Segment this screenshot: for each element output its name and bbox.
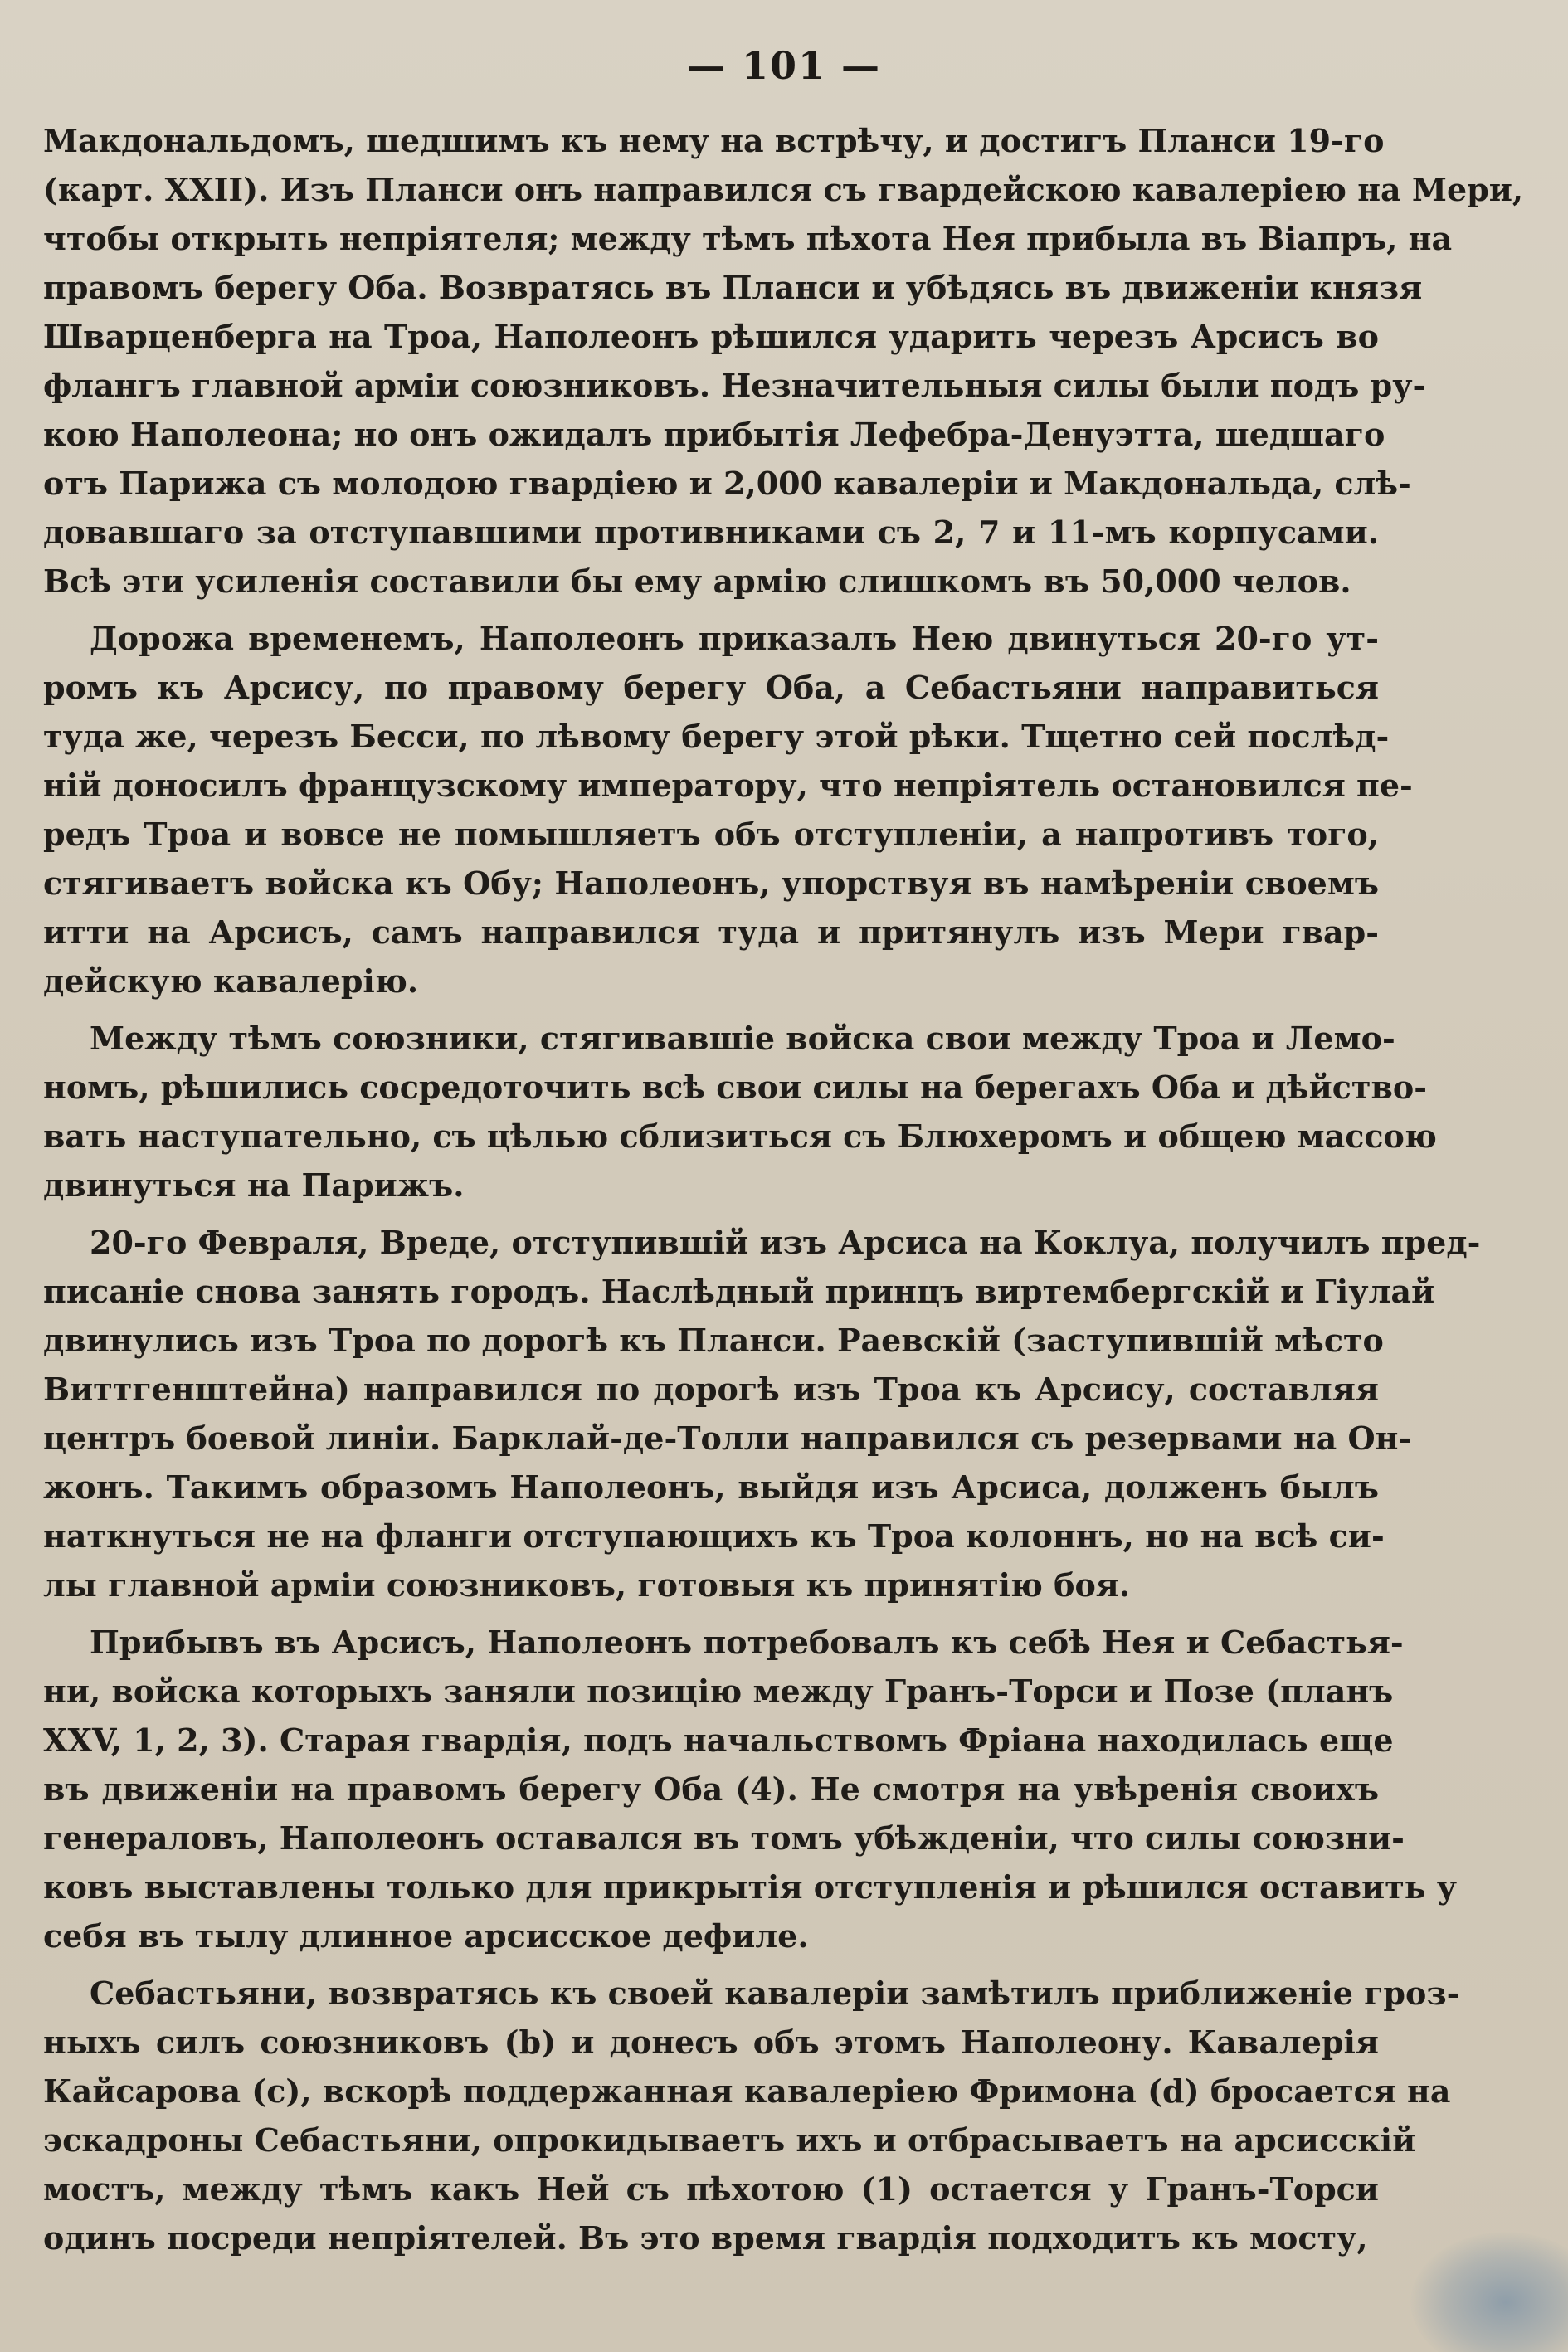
text-line: дейскую кавалерію. bbox=[43, 962, 419, 1000]
text-line: Прибывъ въ Арсисъ, Наполеонъ потребовалъ къ себѣ Нея и Себастья- bbox=[90, 1624, 1404, 1661]
text-line: двинуться на Парижъ. bbox=[43, 1166, 465, 1204]
text-line: себя въ тылу длинное арсисское дефиле. bbox=[43, 1917, 809, 1955]
text-line: 20-го Февраля, Вреде, отступившій изъ Арсиса на Коклуа, получилъ пред- bbox=[90, 1224, 1481, 1261]
text-line: одинъ посреди непріятелей. Въ это время гвардія подходитъ къ мосту, bbox=[43, 2219, 1368, 2257]
text-line: Виттгенштейна) направился по дорогѣ изъ Троа къ Арсису, составляя bbox=[43, 1371, 1379, 1408]
text-line: Между тѣмъ союзники, стягивавшіе войска свои между Троа и Лемо- bbox=[90, 1020, 1395, 1057]
text-line: ній доносилъ французскому императору, что непріятель остановился пе- bbox=[43, 767, 1413, 804]
text-line: вать наступательно, съ цѣлью сблизиться съ Блюхеромъ и общею массою bbox=[43, 1118, 1437, 1155]
text-line: номъ, рѣшились сосредоточить всѣ свои силы на берегахъ Оба и дѣйство- bbox=[43, 1069, 1427, 1106]
text-line: флангъ главной арміи союзниковъ. Незначительныя силы были подъ ру- bbox=[43, 367, 1426, 404]
text-line: Кайсарова (с), вскорѣ поддержанная кавалеріею Фримона (d) бросается на bbox=[43, 2072, 1451, 2110]
text-line: туда же, черезъ Бесси, по лѣвому берегу этой рѣки. Тщетно сей послѣд- bbox=[43, 718, 1390, 755]
text-line: въ движеніи на правомъ берегу Оба (4). Не смотря на увѣренія своихъ bbox=[43, 1770, 1379, 1808]
text-line: ныхъ силъ союзниковъ (b) и донесъ объ этомъ Наполеону. Кавалерія bbox=[43, 2023, 1379, 2061]
text-line: Всѣ эти усиленія составили бы ему армію слишкомъ въ 50,000 челов. bbox=[43, 562, 1351, 600]
text-line: чтобы открыть непріятеля; между тѣмъ пѣхота Нея прибыла въ Віапръ, на bbox=[43, 220, 1453, 257]
page-number: — 101 — bbox=[686, 43, 882, 88]
text-line: писаніе снова занять городъ. Наслѣдный принцъ виртембергскій и Гіулай bbox=[43, 1273, 1435, 1310]
text-line: XXV, 1, 2, 3). Старая гвардія, подъ начальствомъ Фріана находилась еще bbox=[43, 1721, 1394, 1759]
text-line: редъ Троа и вовсе не помышляетъ объ отступленіи, а напротивъ того, bbox=[43, 816, 1379, 853]
text-line: отъ Парижа съ молодою гвардіею и 2,000 кавалеріи и Макдональда, слѣ- bbox=[43, 465, 1411, 502]
text-line: эскадроны Себастьяни, опрокидываетъ ихъ и отбрасываетъ на арсисскій bbox=[43, 2121, 1416, 2159]
text-line: наткнуться не на фланги отступающихъ къ Троа колоннъ, но на всѣ си- bbox=[43, 1517, 1385, 1555]
text-line: (карт. XXII). Изъ Планси онъ направился съ гвардейскою кавалеріею на Мери, bbox=[43, 171, 1524, 208]
text-line: довавшаго за отступавшими противниками съ 2, 7 и 11-мъ корпусами. bbox=[43, 514, 1379, 551]
text-line: Себастьяни, возвратясь къ своей кавалеріи замѣтилъ приближеніе гроз- bbox=[90, 1975, 1460, 2012]
text-line: генераловъ, Наполеонъ оставался въ томъ убѣжденіи, что силы союзни- bbox=[43, 1819, 1405, 1857]
text-line: ковъ выставлены только для прикрытія отступленія и рѣшился оставить у bbox=[43, 1868, 1458, 1906]
paragraph bbox=[43, 116, 1524, 606]
text-line: итти на Арсисъ, самъ направился туда и притянулъ изъ Мери гвар- bbox=[43, 913, 1379, 951]
text-line: мостъ, между тѣмъ какъ Ней съ пѣхотою (1) остается у Гранъ-Торси bbox=[43, 2170, 1379, 2208]
text-line: Шварценберга на Троа, Наполеонъ рѣшился ударить черезъ Арсисъ во bbox=[43, 318, 1379, 355]
paragraph bbox=[43, 1014, 1437, 1210]
text-line: ромъ къ Арсису, по правому берегу Оба, а Себастьяни направиться bbox=[43, 669, 1379, 706]
text-line: ни, войска которыхъ заняли позицію между Гранъ-Торси и Позе (планъ bbox=[43, 1673, 1394, 1710]
ink-stain bbox=[1410, 2232, 1568, 2352]
text-line: Макдональдомъ, шедшимъ къ нему на встрѣчу, и достигъ Планси 19-го bbox=[43, 122, 1385, 159]
paragraph bbox=[43, 1218, 1481, 1609]
text-line: двинулись изъ Троа по дорогѣ къ Планси. Раевскій (заступившій мѣсто bbox=[43, 1322, 1384, 1359]
page-body bbox=[43, 116, 1524, 2271]
text-line: лы главной арміи союзниковъ, готовыя къ принятію боя. bbox=[43, 1566, 1131, 1604]
text-line: жонъ. Такимъ образомъ Наполеонъ, выйдя изъ Арсиса, долженъ былъ bbox=[43, 1468, 1379, 1506]
text-line: стягиваетъ войска къ Обу; Наполеонъ, упорствуя въ намѣреніи своемъ bbox=[43, 864, 1379, 902]
paragraph bbox=[43, 1969, 1460, 2262]
text-line: правомъ берегу Оба. Возвратясь въ Планси и убѣдясь въ движеніи князя bbox=[43, 269, 1423, 306]
text-line: кою Наполеона; но онъ ожидалъ прибытія Лефебра-Денуэтта, шедшаго bbox=[43, 416, 1385, 453]
text-line: Дорожа временемъ, Наполеонъ приказалъ Нею двинуться 20-го ут- bbox=[90, 620, 1379, 657]
paragraph bbox=[43, 1618, 1458, 1960]
text-line: центръ боевой линіи. Барклай-де-Толли направился съ резервами на Он- bbox=[43, 1419, 1412, 1457]
paragraph bbox=[43, 614, 1413, 1006]
